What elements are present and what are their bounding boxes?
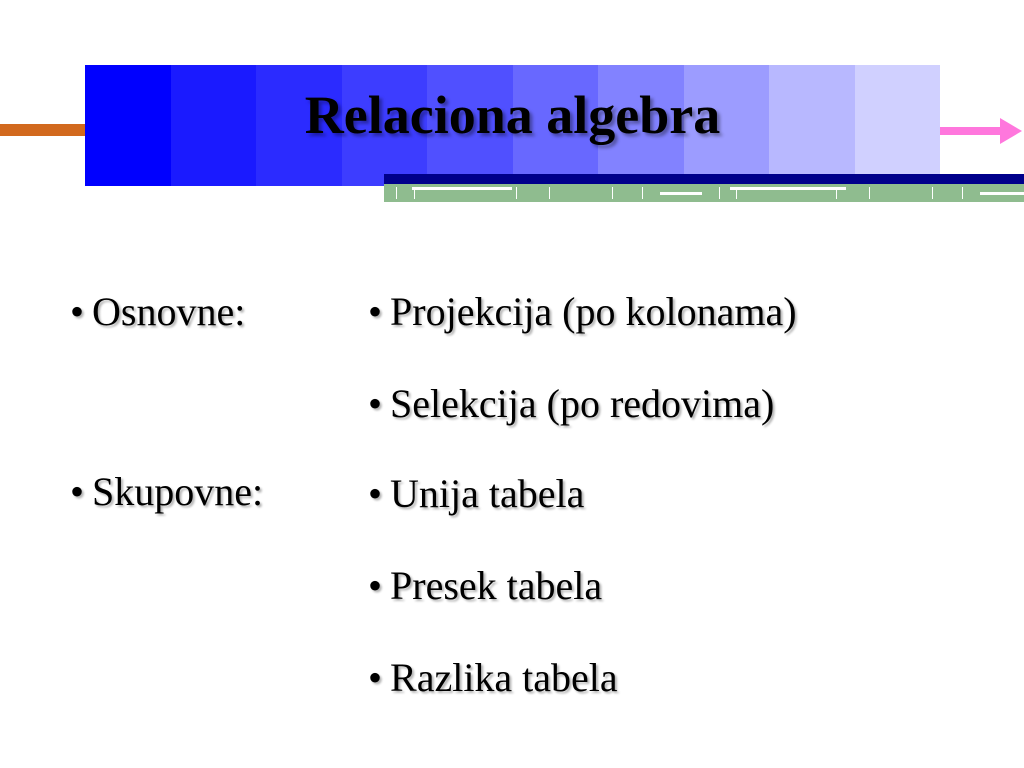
right-item-razlika: [368, 654, 618, 701]
left-item-label: Skupovne:: [92, 469, 264, 514]
bullet-icon: •: [70, 289, 85, 334]
bullet-icon: •: [368, 471, 383, 516]
right-item-label: Razlika tabela: [390, 655, 618, 700]
right-item-selekcija: [368, 380, 774, 427]
left-item-skupovne: [70, 468, 263, 515]
right-item-label: Selekcija (po redovima): [390, 381, 775, 426]
right-item-label: Projekcija (po kolonama): [390, 289, 797, 334]
slide-title: Relaciona algebra: [304, 85, 721, 145]
bullet-icon: •: [70, 469, 85, 514]
bullet-icon: •: [368, 381, 383, 426]
right-item-projekcija: [368, 288, 797, 335]
left-item-osnovne: [70, 288, 245, 335]
bullet-icon: •: [368, 289, 383, 334]
bullet-icon: •: [368, 563, 383, 608]
right-item-label: Presek tabela: [390, 563, 603, 608]
bullet-icon: •: [368, 655, 383, 700]
left-item-label: Osnovne:: [92, 289, 246, 334]
right-item-presek: [368, 562, 602, 609]
right-item-unija: [368, 470, 584, 517]
right-item-label: Unija tabela: [390, 471, 585, 516]
